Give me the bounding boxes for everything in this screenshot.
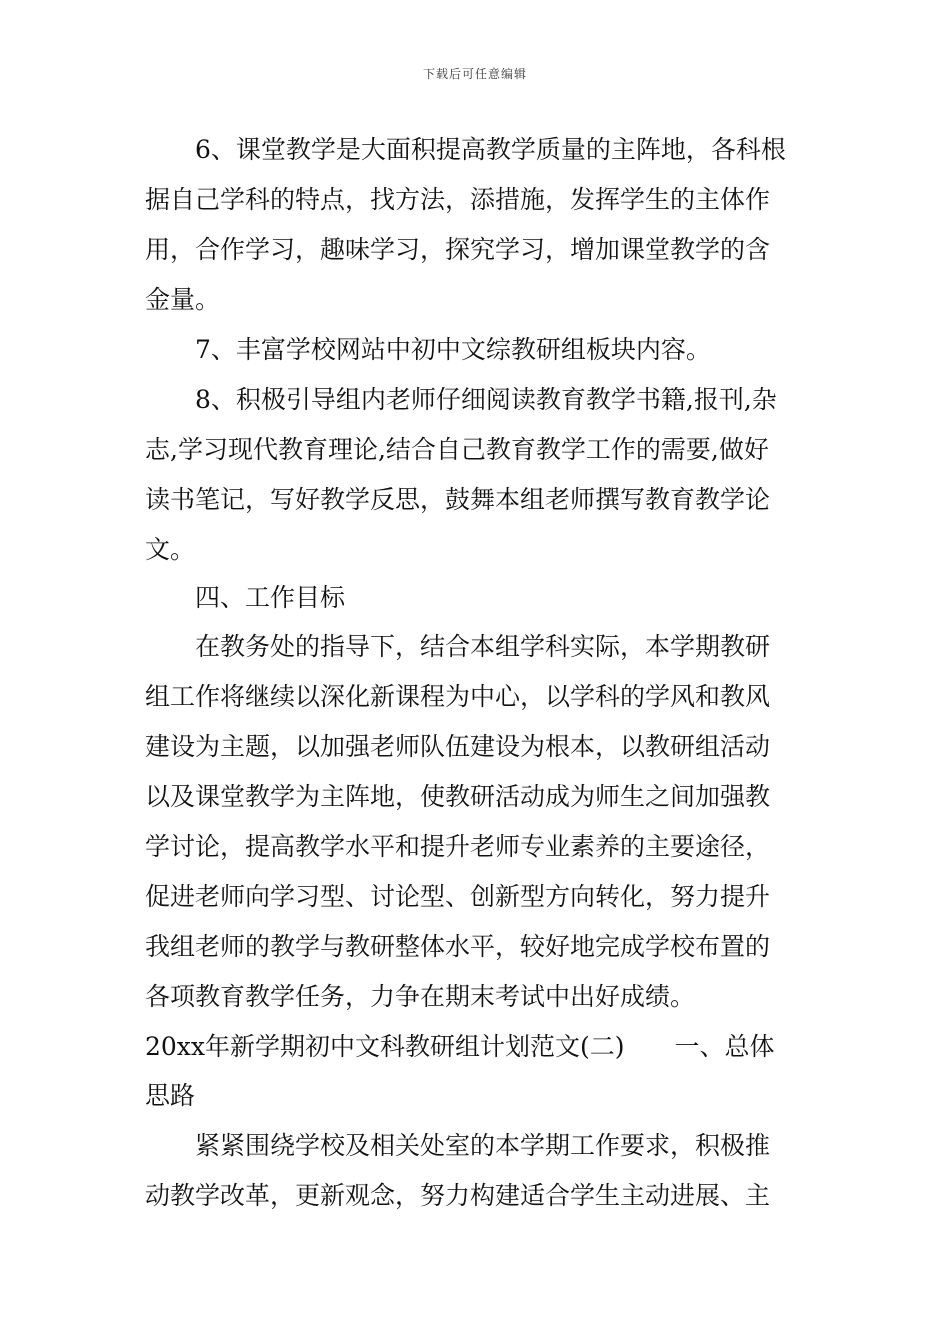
text-line: 动教学改革，更新观念，努力构建适合学生主动进展、主 (145, 1181, 771, 1210)
text-line: 以及课堂教学为主阵地，使教研活动成为师生之间加强教 (145, 782, 771, 811)
text-line: 促进老师向学习型、讨论型、创新型方向转化，努力提升 (145, 882, 771, 911)
text-line: 紧紧围绕学校及相关处室的本学期工作要求，积极推 (195, 1131, 771, 1160)
text-line: 用，合作学习，趣味学习，探究学习，增加课堂教学的含 (145, 235, 771, 264)
text-line: 我组老师的教学与教研整体水平，较好地完成学校布置的 (145, 932, 771, 961)
text-line: 读书笔记，写好教学反思，鼓舞本组老师撰写教育教学论 (145, 485, 771, 514)
text-line: 组工作将继续以深化新课程为中心，以学科的学风和教风 (145, 682, 771, 711)
document-title: 20xx年新学期初中文科教研组计划范文(二) 一、总体 (145, 1032, 775, 1061)
document-title-continued: 思路 (145, 1081, 196, 1110)
text-line: 志,学习现代教育理论,结合自己教育教学工作的需要,做好 (145, 435, 769, 464)
text-line: 文。 (145, 535, 196, 564)
text-line: 金量。 (145, 285, 221, 314)
text-line: 各项教育教学任务，力争在期末考试中出好成绩。 (145, 982, 696, 1011)
section-heading: 四、工作目标 (195, 583, 346, 612)
text-line: 8、积极引导组内老师仔细阅读教育教学书籍,报刊,杂 (195, 385, 777, 414)
text-line: 6、课堂教学是大面积提高教学质量的主阵地，各科根 (195, 135, 786, 164)
text-line: 7、丰富学校网站中初中文综教研组板块内容。 (195, 335, 711, 364)
text-line: 据自己学科的特点，找方法，添措施，发挥学生的主体作 (145, 185, 771, 214)
page-header: 下载后可任意编辑 (422, 67, 527, 81)
text-line: 建设为主题，以加强老师队伍建设为根本，以教研组活动 (145, 732, 771, 761)
text-line: 在教务处的指导下，结合本组学科实际，本学期教研 (195, 632, 771, 661)
text-line: 学讨论，提高教学水平和提升老师专业素养的主要途径， (145, 832, 771, 861)
